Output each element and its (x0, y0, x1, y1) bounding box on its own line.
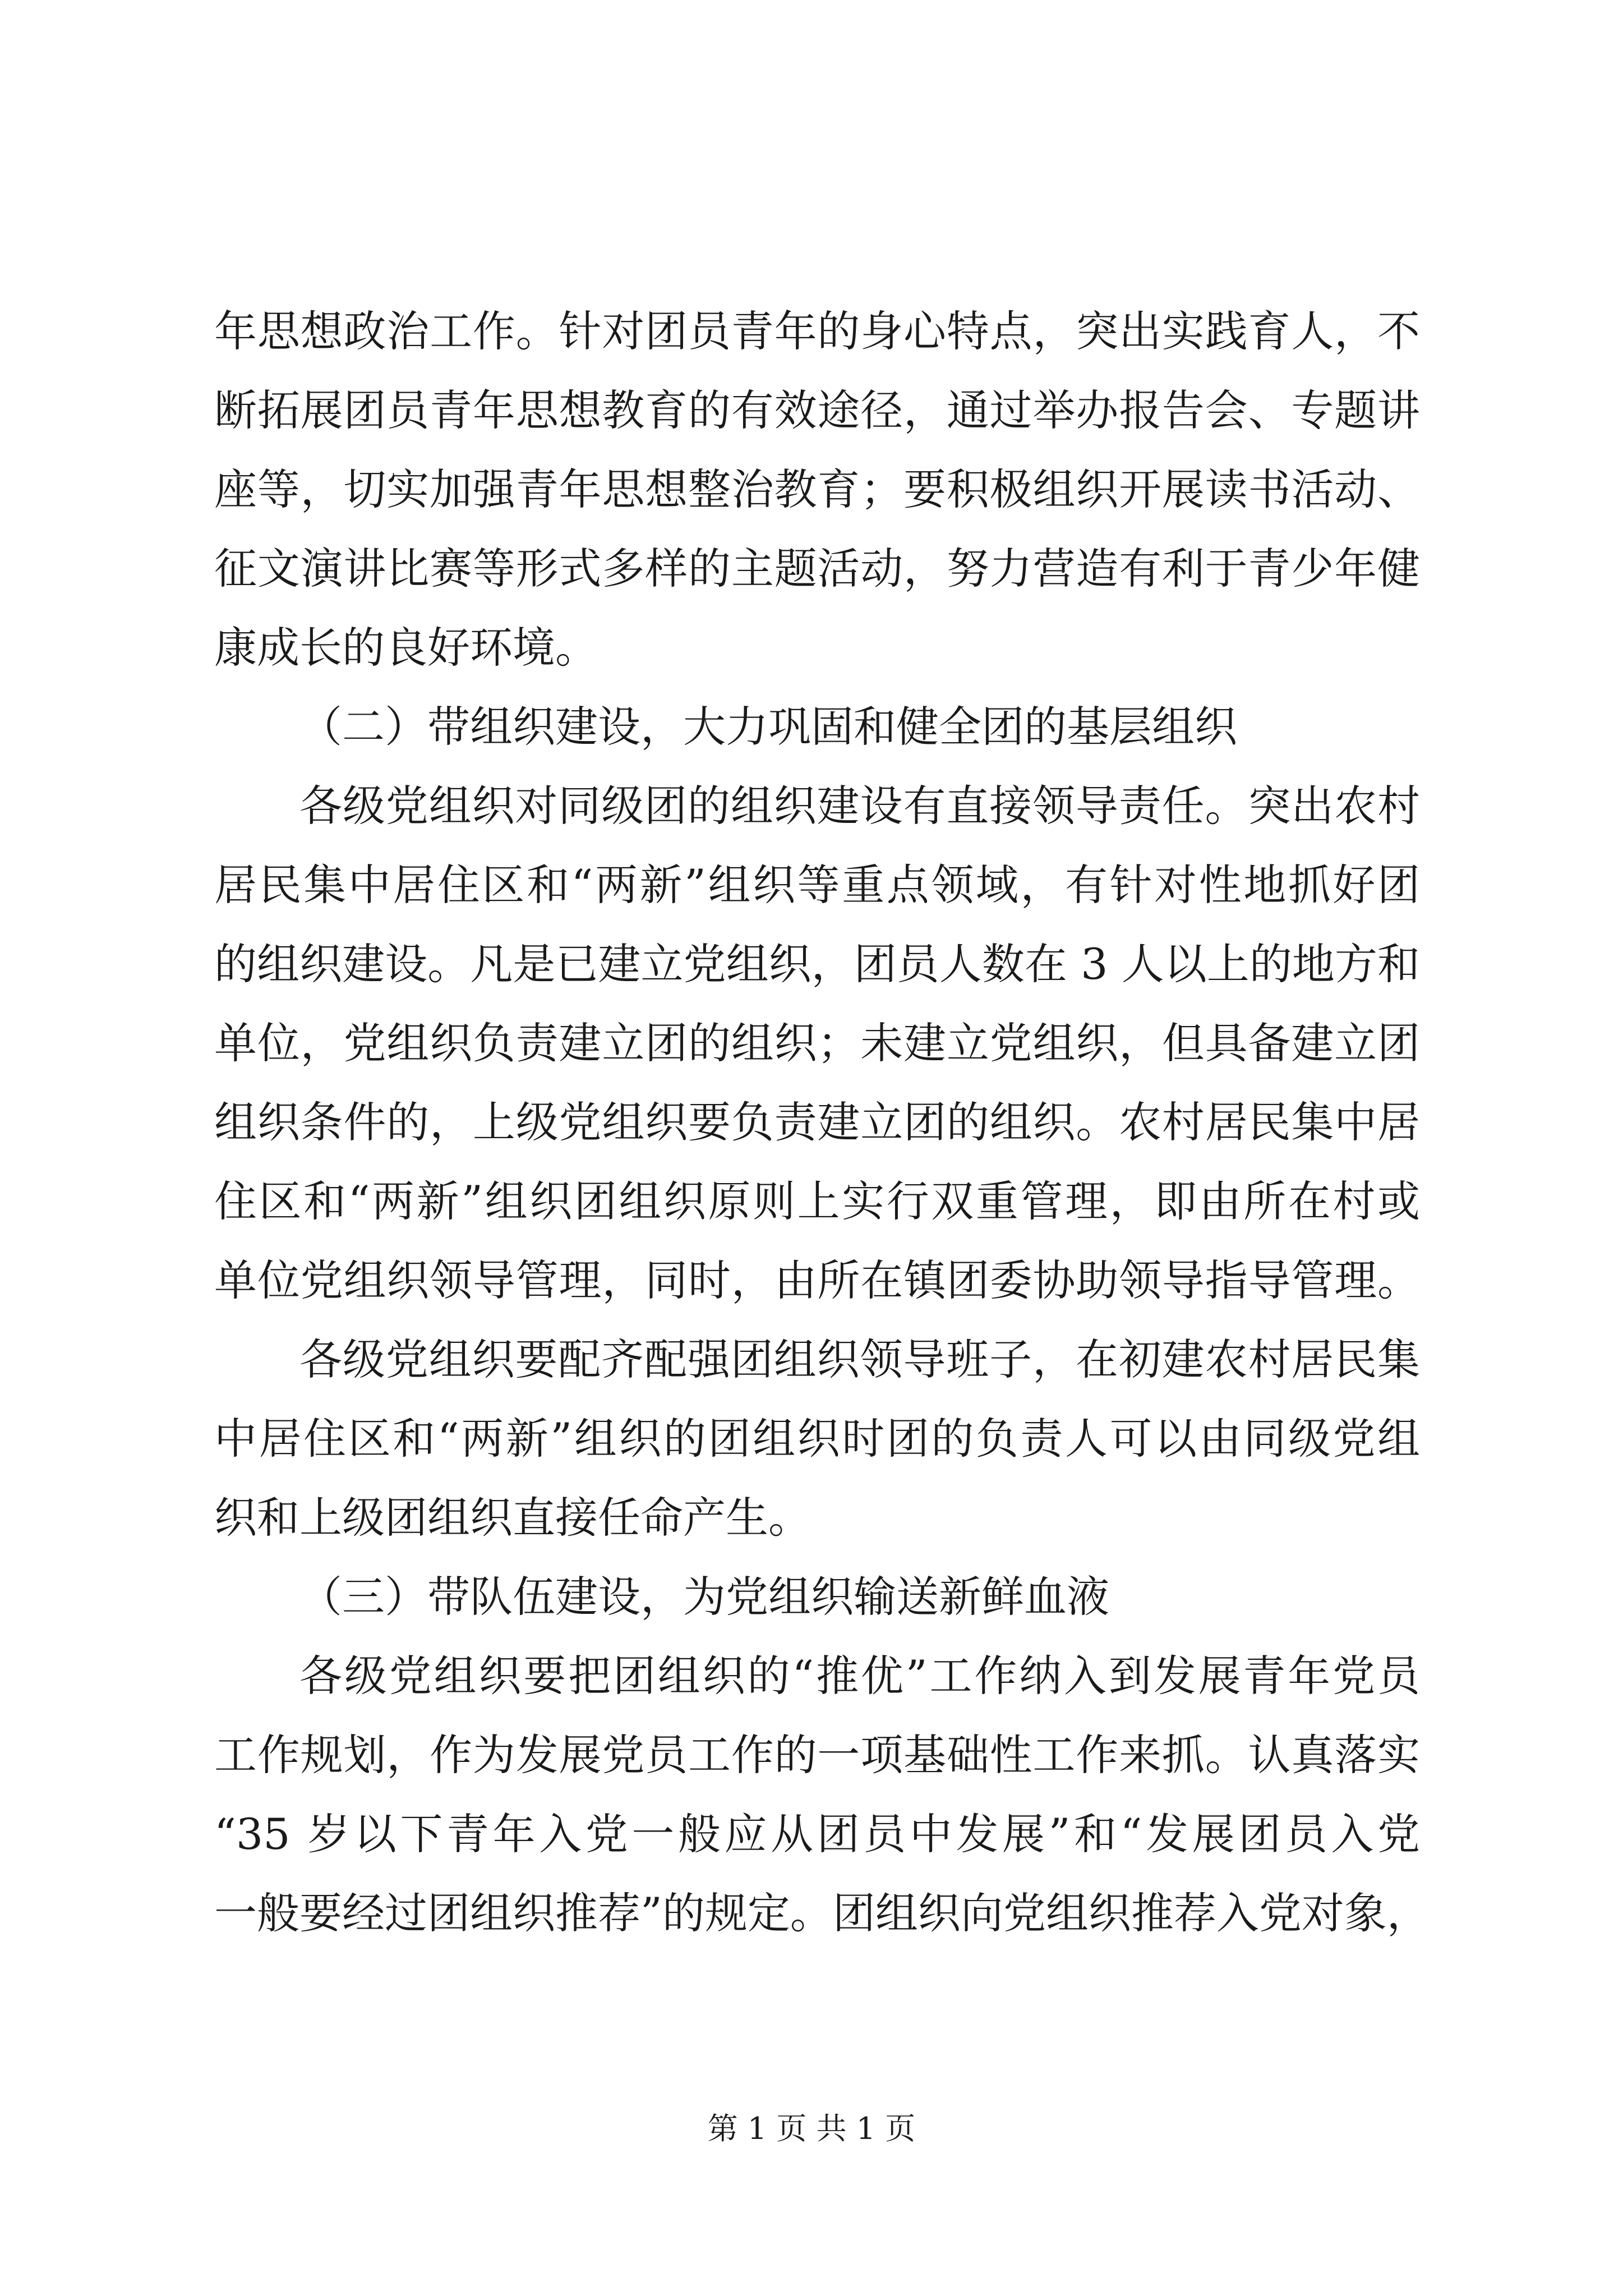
text-line: 年思想政治工作。针对团员青年的身心特点，突出实践育人，不 (214, 306, 1420, 356)
text-line: 断拓展团员青年思想教育的有效途径，通过举办报告会、专题讲 (214, 385, 1420, 435)
body-text (214, 292, 1430, 1953)
text-line: 单位，党组织负责建立团的组织；未建立党组织，但具备建立团 (214, 1018, 1420, 1068)
text-line: 居民集中居住区和“两新”组织等重点领域，有针对性地抓好团 (214, 860, 1420, 910)
text-line: 的组织建设。凡是已建立党组织，团员人数在 3 人以上的地方和 (214, 939, 1420, 989)
paragraph-first-line: 各级党组织对同级团的组织建设有直接领导责任。突出农村 (299, 781, 1420, 831)
text-line: 一般要经过团组织推荐”的规定。团组织向党组织推荐入党对象， (214, 1888, 1430, 1938)
section-heading: （二）带组织建设，大力巩固和健全团的基层组织 (299, 702, 1237, 752)
text-line: 座等，切实加强青年思想整治教育；要积极组织开展读书活动、 (214, 464, 1420, 514)
text-line: 住区和“两新”组织团组织原则上实行双重管理，即由所在村或 (214, 1176, 1420, 1226)
text-line: “35 岁以下青年入党一般应从团员中发展”和“发展团员入党 (214, 1809, 1420, 1859)
paragraph-first-line: 各级党组织要配齐配强团组织领导班子，在初建农村居民集 (299, 1335, 1420, 1384)
paragraph-first-line: 各级党组织要把团组织的“推优”工作纳入到发展青年党员 (299, 1651, 1420, 1701)
text-line: 工作规划，作为发展党员工作的一项基础性工作来抓。认真落实 (214, 1730, 1420, 1780)
text-line: 单位党组织领导管理，同时，由所在镇团委协助领导指导管理。 (214, 1255, 1420, 1305)
section-heading: （三）带队伍建设，为党组织输送新鲜血液 (299, 1572, 1109, 1622)
text-line: 征文演讲比赛等形式多样的主题活动，努力营造有利于青少年健 (214, 544, 1420, 593)
text-line: 中居住区和“两新”组织的团组织时团的负责人可以由同级党组 (214, 1414, 1420, 1464)
text-line: 组织条件的，上级党组织要负责建立团的组织。农村居民集中居 (214, 1097, 1420, 1147)
page-footer: 第 1 页 共 1 页 (707, 2111, 916, 2146)
paragraph-last-line: 织和上级团组织直接任命产生。 (214, 1493, 811, 1543)
paragraph-last-line: 康成长的良好环境。 (214, 623, 598, 673)
